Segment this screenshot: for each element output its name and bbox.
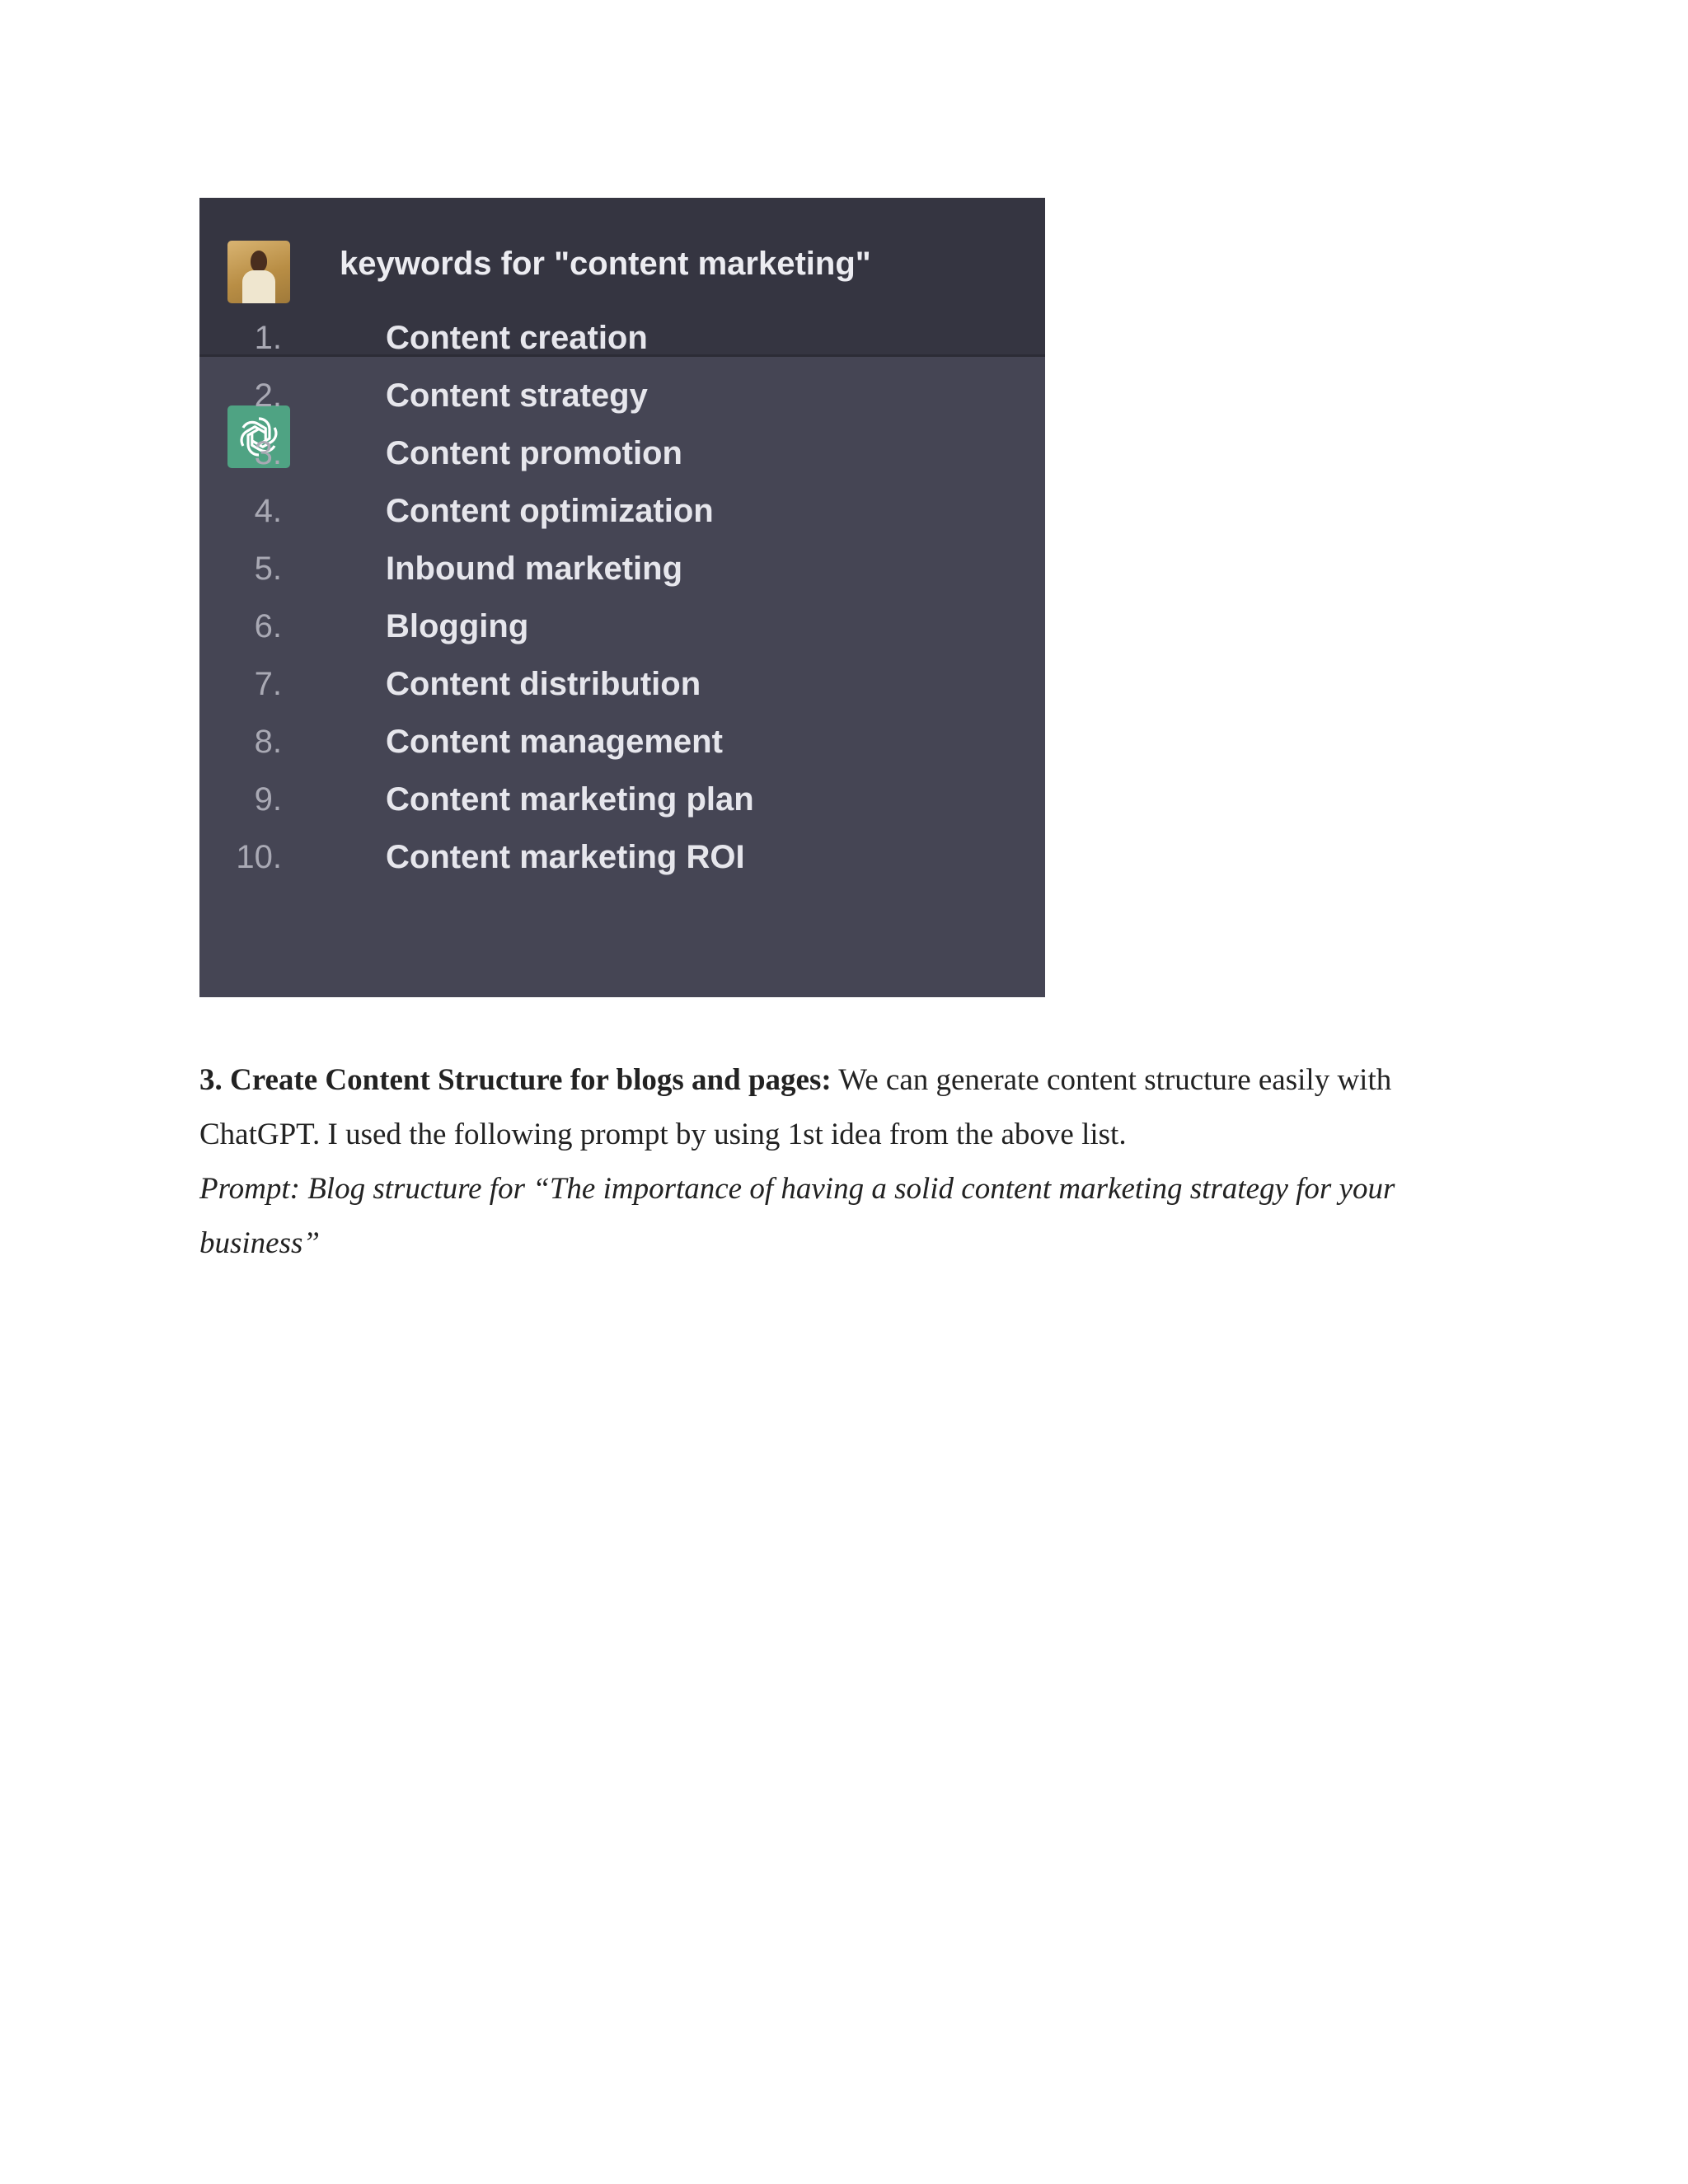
user-avatar-icon bbox=[227, 241, 290, 303]
list-text: Content creation bbox=[386, 320, 648, 356]
list-item bbox=[199, 551, 941, 600]
list-item bbox=[199, 781, 941, 831]
chat-screenshot bbox=[199, 198, 1045, 997]
list-item bbox=[199, 724, 941, 773]
user-prompt-text: keywords for "content marketing" bbox=[340, 246, 871, 282]
list-text: Content management bbox=[386, 724, 723, 760]
list-item bbox=[199, 435, 941, 485]
list-text: Content marketing plan bbox=[386, 781, 754, 818]
list-text: Content marketing ROI bbox=[386, 839, 745, 875]
list-text: Content promotion bbox=[386, 435, 682, 471]
list-number: 7. bbox=[254, 666, 282, 702]
list-item bbox=[199, 666, 941, 715]
list-text: Blogging bbox=[386, 608, 529, 644]
list-item bbox=[199, 377, 941, 427]
section-paragraph bbox=[199, 1053, 1485, 1162]
list-number: 2. bbox=[254, 377, 282, 414]
list-text: Inbound marketing bbox=[386, 551, 682, 587]
list-number: 5. bbox=[254, 551, 282, 587]
list-item bbox=[199, 493, 941, 542]
list-number: 3. bbox=[254, 435, 282, 471]
list-text: Content distribution bbox=[386, 666, 701, 702]
list-number: 9. bbox=[254, 781, 282, 818]
list-item bbox=[199, 608, 941, 658]
list-item bbox=[199, 320, 941, 369]
list-number: 10. bbox=[236, 839, 282, 875]
prompt-text: Prompt: Blog structure for “The importance of having a solid content marketing strategy for your business” bbox=[199, 1172, 1395, 1260]
section-body: We can generate content structure easily with ChatGPT. I used the following prompt by using 1st idea from the above list. bbox=[199, 1063, 1392, 1151]
list-number: 1. bbox=[254, 320, 282, 356]
section-heading: 3. Create Content Structure for blogs and pages: bbox=[199, 1063, 832, 1097]
list-text: Content optimization bbox=[386, 493, 714, 529]
body-text-block bbox=[199, 1053, 1485, 1271]
list-text: Content strategy bbox=[386, 377, 648, 414]
list-number: 6. bbox=[254, 608, 282, 644]
list-number: 8. bbox=[254, 724, 282, 760]
list-number: 4. bbox=[254, 493, 282, 529]
list-item bbox=[199, 839, 941, 888]
